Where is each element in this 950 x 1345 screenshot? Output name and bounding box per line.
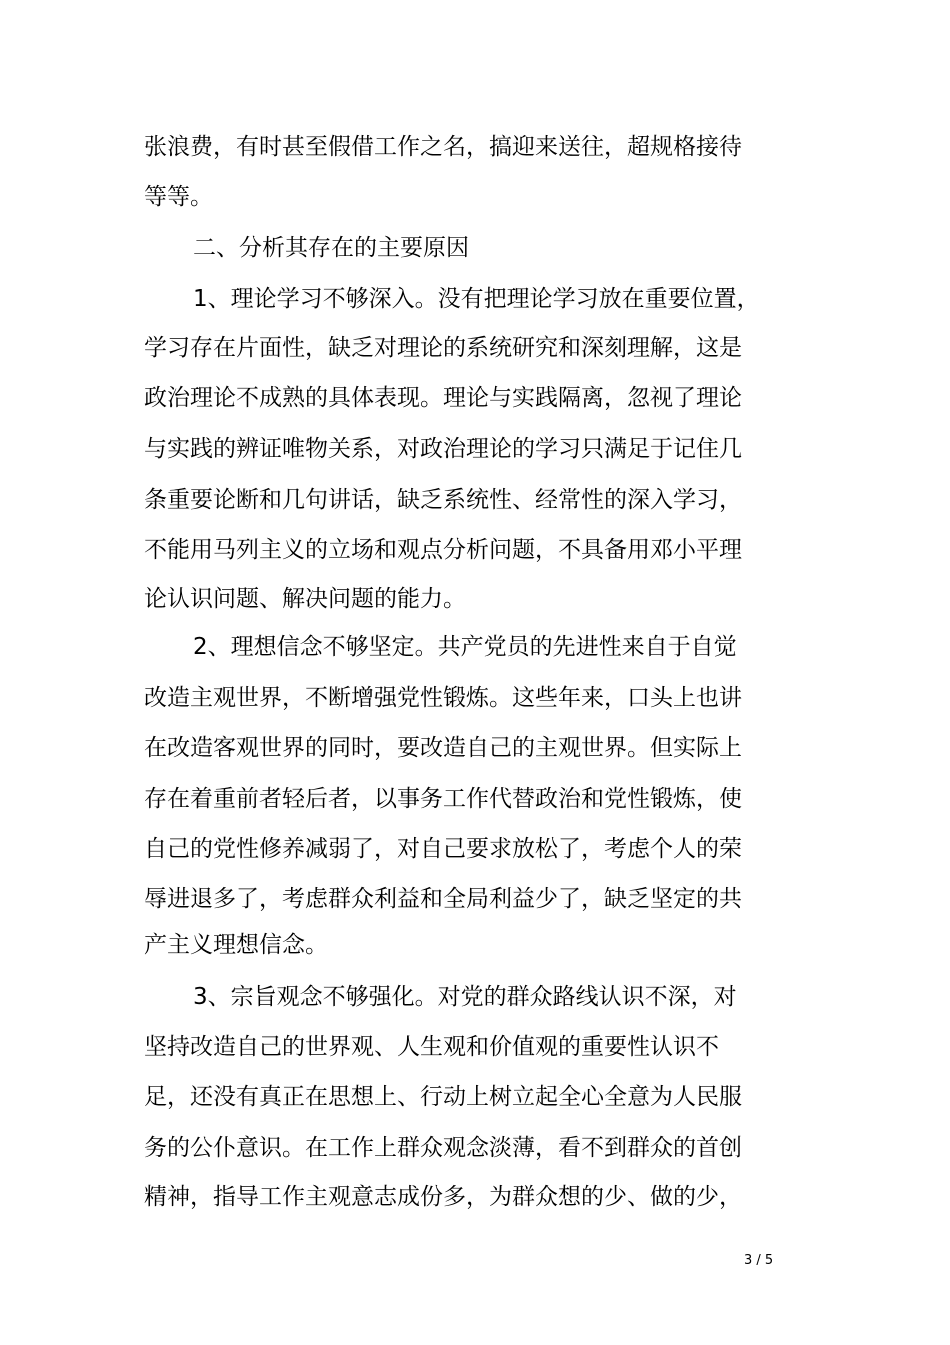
body-text-line: 不能用马列主义的立场和观点分析问题，不具备用邓小平理 bbox=[144, 537, 742, 563]
body-text-line: 产主义理想信念。 bbox=[144, 932, 328, 958]
body-text-line: 务的公仆意识。在工作上群众观念淡薄，看不到群众的首创 bbox=[144, 1135, 742, 1161]
body-text-line: 在改造客观世界的同时，要改造自己的主观世界。但实际上 bbox=[144, 735, 742, 761]
body-text-line: 条重要论断和几句讲话，缺乏系统性、经常性的深入学习， bbox=[144, 487, 742, 513]
body-text-line: 1、理论学习不够深入。没有把理论学习放在重要位置， bbox=[193, 286, 760, 312]
body-text-line: 与实践的辨证唯物关系，对政治理论的学习只满足于记住几 bbox=[144, 436, 742, 462]
body-text-line: 自己的党性修养减弱了，对自己要求放松了，考虑个人的荣 bbox=[144, 836, 742, 862]
body-text-line: 足，还没有真正在思想上、行动上树立起全心全意为人民服 bbox=[144, 1084, 742, 1110]
body-text-line: 2、理想信念不够坚定。共产党员的先进性来自于自觉 bbox=[193, 634, 737, 660]
body-text-line: 坚持改造自己的世界观、人生观和价值观的重要性认识不 bbox=[144, 1034, 719, 1060]
body-text-line: 存在着重前者轻后者，以事务工作代替政治和党性锻炼，使 bbox=[144, 786, 742, 812]
body-text-line: 政治理论不成熟的具体表现。理论与实践隔离，忽视了理论 bbox=[144, 385, 742, 411]
body-text-line: 3、宗旨观念不够强化。对党的群众路线认识不深，对 bbox=[193, 984, 737, 1010]
body-text-line: 改造主观世界，不断增强党性锻炼。这些年来，口头上也讲 bbox=[144, 685, 742, 711]
body-text-line: 等等。 bbox=[144, 184, 213, 210]
page-number: 3 / 5 bbox=[744, 1253, 774, 1268]
section-heading: 二、分析其存在的主要原因 bbox=[193, 235, 469, 261]
body-text-line: 论认识问题、解决问题的能力。 bbox=[144, 586, 466, 612]
body-text-line: 精神，指导工作主观意志成份多，为群众想的少、做的少， bbox=[144, 1184, 742, 1210]
body-text-line: 张浪费，有时甚至假借工作之名，搞迎来送往，超规格接待 bbox=[144, 134, 742, 160]
body-text-line: 学习存在片面性，缺乏对理论的系统研究和深刻理解，这是 bbox=[144, 335, 742, 361]
body-text-line: 辱进退多了，考虑群众利益和全局利益少了，缺乏坚定的共 bbox=[144, 886, 742, 912]
